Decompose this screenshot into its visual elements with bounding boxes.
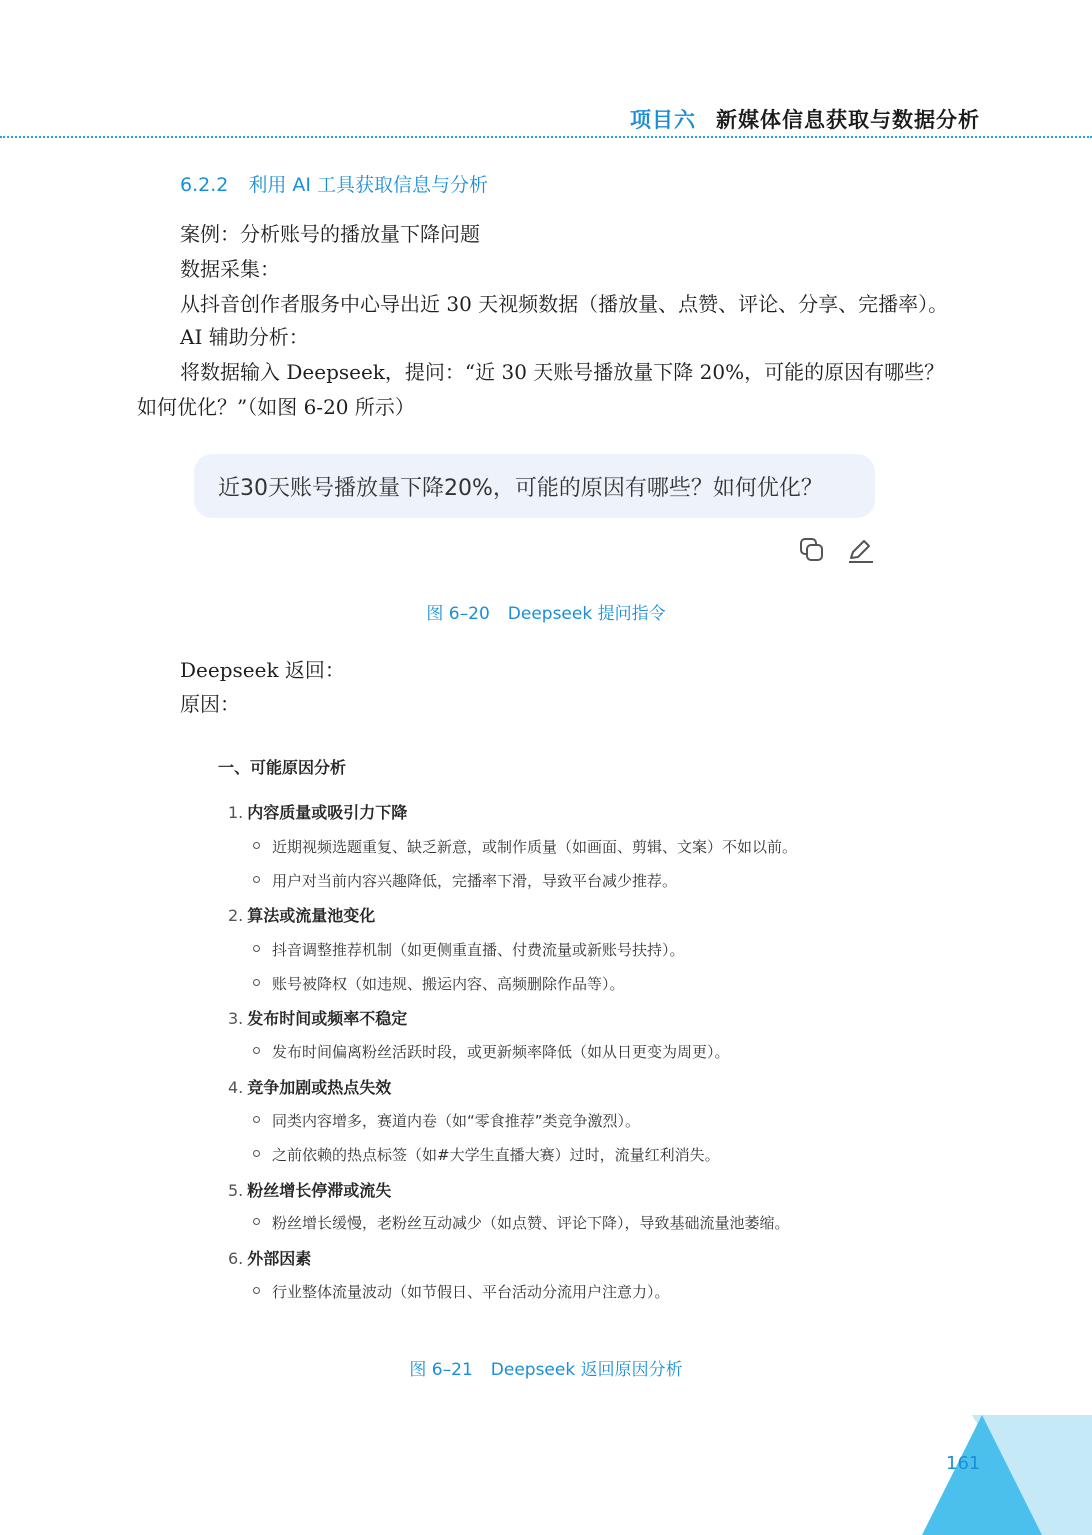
answer-item-3: 3. 发布时间或频率不稳定 [228,1009,408,1028]
section-number: 6.2.2 [180,174,229,196]
answer-bullet: 之前依赖的热点标签（如#大学生直播大赛）过时，流量红利消失。 [253,1144,720,1165]
figure-title: Deepseek 提问指令 [507,604,666,624]
chat-prompt-bubble [194,454,875,518]
answer-bullet: 用户对当前内容兴趣降低，完播率下滑，导致平台减少推荐。 [253,870,677,891]
figure-number: 图 6–21 [409,1360,473,1380]
figure-number: 图 6–20 [426,604,490,624]
project-label: 项目六 [630,108,696,132]
answer-item-4: 4. 竞争加剧或热点失效 [228,1078,392,1097]
body-line-3: 从抖音创作者服务中心导出近 30 天视频数据（播放量、点赞、评论、分享、完播率）。 [180,292,949,316]
page-number: 161 [946,1453,981,1474]
body-line-4: AI 辅助分析： [180,325,309,349]
answer-bullet: 抖音调整推荐机制（如更侧重直播、付费流量或新账号扶持）。 [253,939,685,960]
answer-item-5: 5. 粉丝增长停滞或流失 [228,1181,392,1200]
chapter-title [630,104,980,134]
body2-line-1: Deepseek 返回： [180,658,345,682]
header-divider [0,136,1092,138]
body-line-5: 将数据输入 Deepseek，提问：“近 30 天账号播放量下降 20%，可能的原因有哪些？ [180,360,945,384]
answer-bullet: 账号被降权（如违规、搬运内容、高频删除作品等）。 [253,973,625,994]
answer-bullet: 粉丝增长缓慢，老粉丝互动减少（如点赞、评论下降），导致基础流量池萎缩。 [253,1212,790,1233]
answer-bullet: 行业整体流量波动（如节假日、平台活动分流用户注意力）。 [253,1281,670,1302]
body-line-2: 数据采集： [180,257,280,281]
copy-icon[interactable] [797,536,827,566]
answer-bullet: 近期视频选题重复、缺乏新意，或制作质量（如画面、剪辑、文案）不如以前。 [253,836,797,857]
answer-item-1: 1. 内容质量或吸引力下降 [228,803,408,822]
answer-bullet: 同类内容增多，赛道内卷（如“零食推荐”类竞争激烈）。 [253,1110,640,1131]
corner-decoration-icon [892,1415,1092,1535]
section-heading: 利用 AI 工具获取信息与分析 [248,174,489,196]
answer-item-2: 2. 算法或流量池变化 [228,906,376,925]
figure-caption-6-21 [0,1355,1092,1380]
running-header [0,104,1092,136]
chapter-name: 新媒体信息获取与数据分析 [716,108,980,132]
answer-bullet: 发布时间偏离粉丝活跃时段，或更新频率降低（如从日更变为周更）。 [253,1041,730,1062]
body2-line-2: 原因： [180,692,240,716]
edit-icon[interactable] [845,536,875,566]
chat-prompt-text: 近30天账号播放量下降20%，可能的原因有哪些？如何优化？ [218,476,823,501]
answer-heading: 一、可能原因分析 [218,758,347,777]
body-line-1: 案例：分析账号的播放量下降问题 [180,222,480,246]
figure-title: Deepseek 返回原因分析 [490,1360,683,1380]
answer-item-6: 6. 外部因素 [228,1249,312,1268]
body-line-6: 如何优化？”（如图 6-20 所示） [137,395,415,419]
section-title [180,170,488,197]
figure-caption-6-20 [0,599,1092,624]
